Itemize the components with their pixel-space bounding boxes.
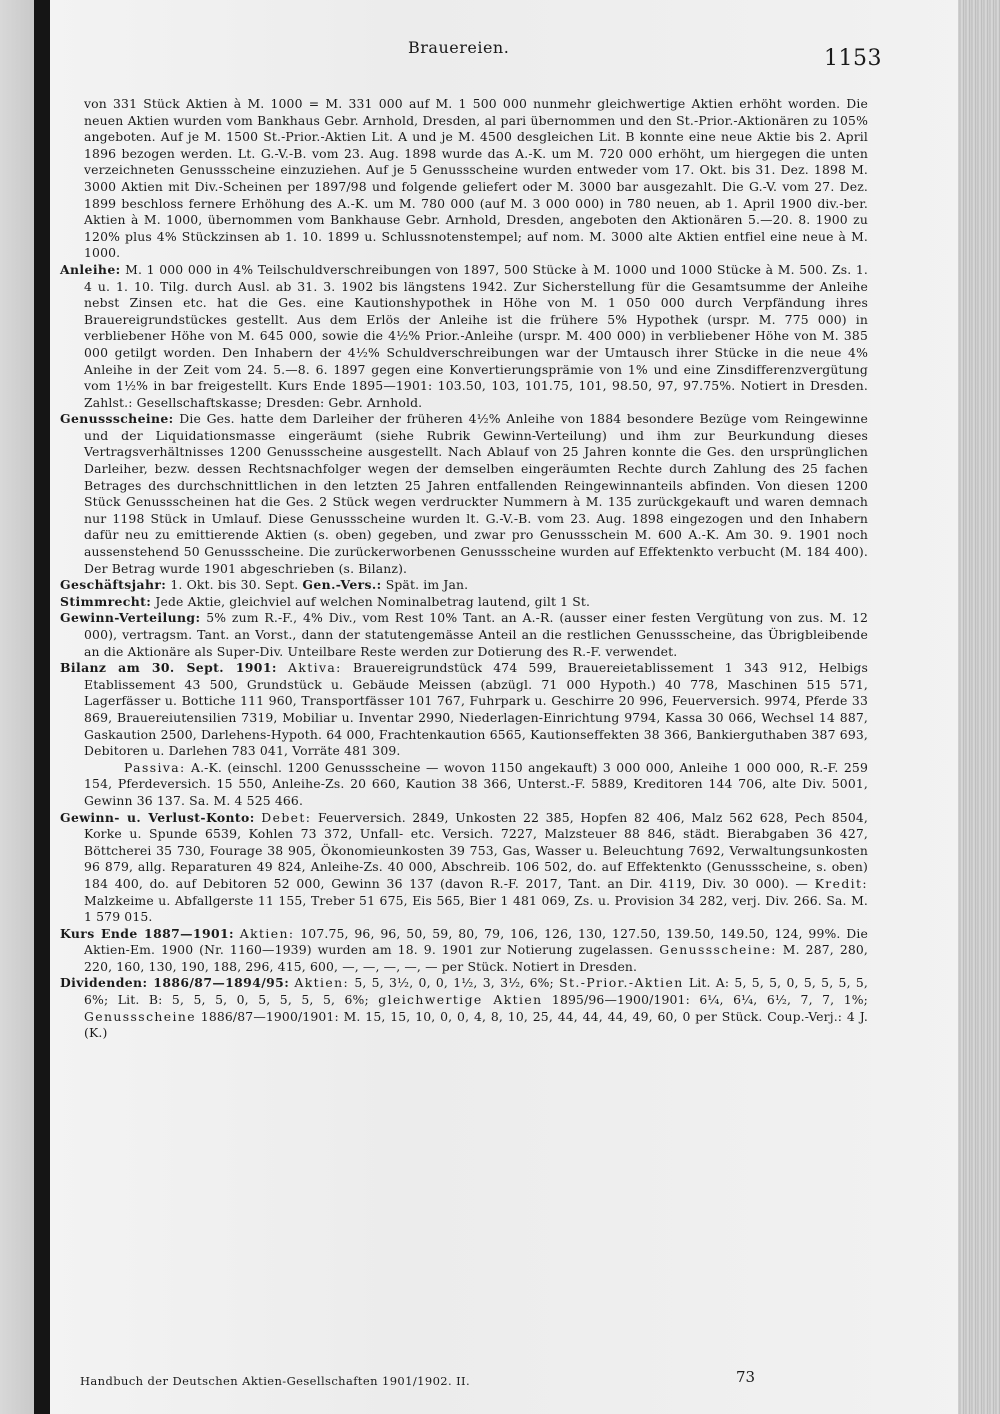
page-number: 1153 [824,46,882,71]
section-text: 5% zum R.-F., 4% Div., vom Rest 10% Tant. an A.-R. (ausser einer festen Vergütung von zus. M. 12 000), vertragsm. Tant. an Vorst., dann der statutengemässe Anteil an die restlichen Genussscheine, das Übrigbleibende an die Aktionäre als Super-Div. Unteilbare Reste werden zur Dotierung des R.-F. verwendet. [84,610,868,659]
gen-vers-label: Gen.-Vers.: [302,577,382,593]
debet-label: Debet: [261,809,312,825]
div-aktien-label: Aktien: [294,975,350,991]
kurs-genuss-label: Genussscheine: [659,942,777,958]
section-text: M. 1 000 000 in 4% Teilschuldverschreibungen von 1897, 500 Stücke à M. 1000 und 1000 Stücke à M. 500. Zs. 1. 4 u. 1. 10. Tilg. durch Ausl. ab 31. 3. 1902 bis längstens 1942. Zur Sicherstellung für die Gesamtsumme der Anleihe nebst Zinsen etc. hat die Ges. eine Kautionshypothek in Höhe von M. 1 050 000 durch Verpfändung ihres Brauereigrundstückes gestellt. Aus dem Erlös der Anleihe ist die frühere 5% Hypothek (urspr. M. 775 000) in verbliebener Höhe von M. 645 000, sowie die 4½% Prior.-Anleihe (urspr. M. 400 000) in verbliebener Höhe von M. 385 000 getilgt worden. Den Inhabern der 4½% Schuldverschreibungen war der Umtausch ihrer Stücke in die neue 4% Anleihe in der Zeit vom 24. 5.—8. 6. 1897 gegen eine Konvertierungsprämie von 1% und eine Zinsdifferenzvergütung vom 1½% in bar freigestellt. Kurs Ende 1895—1901: 103.50, 103, 101.75, 101, 98.50, 97, 97.75%. Notiert in Dresden. Zahlst.: Gesellschaftskasse; Dresden: Gebr. Arnhold. [84,261,868,410]
book-binding-shadow [34,0,50,1414]
div-prior-label: St.-Prior.-Aktien [559,975,684,991]
footer-publication: Handbuch der Deutschen Aktien-Gesellschaften 1901/1902. II. [80,1374,471,1388]
kredit-text: Malzkeime u. Abfallgerste 11 155, Treber 51 675, Eis 565, Bier 1 481 069, Zs. u. Provision 34 282, verj. Div. 266. Sa. M. 1 579 015. [84,892,868,925]
body-text [60,96,868,1042]
adjacent-page-strip [0,0,34,1414]
section-label: Gewinn- u. Verlust-Konto: [60,809,255,825]
section-text: Die Ges. hatte dem Darleiher der früheren 4½% Anleihe von 1884 besondere Bezüge vom Reingewinne und der Liquidationsmasse eingeräumt (siehe Rubrik Gewinn-Verteilung) und ihm zur Beurkundung dieses Vertragsverhältnisses 1200 Genussscheine ausgestellt. Nach Ablauf von 25 Jahren konnte die Ges. den ursprünglichen Darleiher, bezw. dessen Rechtsnachfolger wegen der demselben eingeräumten Rechte durch Zahlung des 25 fachen Betrages des durchschnittlichen in den letzten 25 Jahren entfallenden Reingewinnanteils abfinden. Von diesen 1200 Stück Genussscheinen hat die Ges. 2 Stück wegen verdruckter Nummern à M. 135 zurückgekauft und waren demnach nur 1198 Stück in Umlauf. Diese Genussscheine wurden lt. G.-V.-B. vom 23. Aug. 1898 eingezogen und den Inhabern dafür neu zu emittierende Aktien (s. oben) gegeben, und zwar pro Genussschein M. 600 A.-K. Am 30. 9. 1901 noch aussenstehend 50 Genussscheine. Die zurückerworbenen Genussscheine wurden auf Effektenkto verbucht (M. 184 400). Der Betrag wurde 1901 abgeschrieben (s. Bilanz). [84,411,868,576]
section-stimmrecht [60,594,868,611]
kredit-label: Kredit: [814,875,868,891]
section-label: Bilanz am 30. Sept. 1901: [60,660,277,676]
gen-vers-text: Spät. im Jan. [385,577,469,593]
section-label: Genussscheine: [60,411,174,427]
div-gleich-label: gleichwertige Aktien [378,992,543,1008]
page-edge-shadow [958,0,1000,1414]
section-bilanz [60,660,868,760]
footer-signature-number: 73 [736,1368,756,1386]
section-geschaeftsjahr [60,577,868,594]
kurs-aktien-text: 107.75, 96, 96, 50, 59, 80, 79, 106, 126, 130, 127.50, 139.50, 149.50, 124, 99%. Die Aktien-Em. 1900 (Nr. 1160—1939) wurden am 18. 9. 1901 zur Notierung zugelassen. [84,925,868,958]
section-guv [60,810,868,926]
intro-paragraph: von 331 Stück Aktien à M. 1000 = M. 331 000 auf M. 1 500 000 nunmehr gleichwertige Aktien erhöht worden. Die neuen Aktien wurden vom Bankhaus Gebr. Arnhold, Dresden, al pari übernommen und den St.-Prior.-Aktionären zu 105% angeboten. Auf je M. 1500 St.-Prior.-Aktien Lit. A und je M. 4500 desgleichen Lit. B konnte eine neue Aktie bis 2. April 1896 bezogen werden. Lt. G.-V.-B. vom 23. Aug. 1898 wurde das A.-K. um M. 720 000 erhöht, um hiergegen die unten verzeichneten Genussscheine einzuziehen. Auf je 5 Genussscheine wurden entweder vom 17. Okt. bis 31. Dez. 1898 M. 3000 Aktien mit Div.-Scheinen per 1897/98 und folgende geliefert oder M. 3000 bar ausgezahlt. Die G.-V. vom 27. Dez. 1899 beschloss fernere Erhöhung des A.-K. um M. 780 000 (auf M. 3 000 000) in 780 neuen, ab 1. April 1900 div.-ber. Aktien à M. 1000, übernommen vom Bankhause Gebr. Arnhold, Dresden, angeboten den Aktionären 5.—20. 8. 1900 zu 120% plus 4% Stückzinsen ab 1. 10. 1899 u. Schlussnotenstempel; auf nom. M. 3000 alte Aktien entfiel eine neue à M. 1000. [84,96,868,261]
section-kurs [60,926,868,976]
section-gewinn-verteilung [60,610,868,660]
passiva-label: Passiva: [124,759,186,775]
aktiva-label: Aktiva: [288,660,342,676]
section-label: Stimmrecht: [60,593,152,609]
section-label: Gewinn-Verteilung: [60,610,201,626]
div-prior-text: Lit. A: 5, 5, 5, 0, 5, 5, 5, 5, 6%; Lit. B: 5, 5, 5, 0, 5, 5, 5, 5, 6%; [84,975,869,1008]
section-label: Dividenden: 1886/87—1894/95: [60,975,290,991]
section-bilanz-passiva [60,760,868,810]
kurs-aktien-label: Aktien: [239,925,295,941]
div-genuss-label: Genussscheine [84,1008,196,1024]
running-header-title: Brauereien. [408,38,510,57]
div-genuss-text: 1886/87—1900/1901: M. 15, 15, 10, 0, 0, 4, 8, 10, 25, 44, 44, 44, 49, 60, 0 per Stück. Coup.-Verj.: 4 J. (K.) [84,1008,868,1041]
passiva-text: A.-K. (einschl. 1200 Genussscheine — wovon 1150 angekauft) 3 000 000, Anleihe 1 000 000, R.-F. 259 154, Pferdeversich. 15 550, Anleihe-Zs. 20 660, Kaution 38 366, Unterst.-F. 5889, Kreditoren 144 706, alte Div. 5001, Gewinn 36 137. Sa. M. 4 525 466. [84,759,868,808]
section-text: 1. Okt. bis 30. Sept. [170,577,299,593]
section-text: Jede Aktie, gleichviel auf welchen Nominalbetrag lautend, gilt 1 St. [155,593,591,609]
section-label: Geschäftsjahr: [60,577,167,593]
aktiva-text: Brauereigrundstück 474 599, Brauereietablissement 1 343 912, Helbigs Etablissement 43 500, Grundstück u. Gebäude Meissen (abzügl. 71 000 Hypoth.) 40 778, Maschinen 515 571, Lagerfässer u. Bottiche 111 960, Transportfässer 101 767, Fuhrpark u. Geschirre 20 996, Feuerversich. 9974, Pferde 33 869, Brauereiutensilien 7319, Mobiliar u. Inventar 2990, Niederlagen-Einrichtung 9794, Kassa 30 066, Wechsel 14 887, Gaskaution 2500, Darlehens-Hypoth. 64 000, Frachtenkaution 6565, Kautionseffekten 38 366, Bankierguthaben 387 693, Debitoren u. Darlehen 783 041, Vorräte 481 309. [84,660,868,759]
section-genussscheine [60,411,868,577]
section-label: Kurs Ende 1887—1901: [60,925,234,941]
section-label: Anleihe: [60,261,121,277]
section-anleihe [60,262,868,411]
kurs-genuss-text: M. 287, 280, 220, 160, 130, 190, 188, 296, 415, 600, —, —, —, —, — per Stück. Notiert in Dresden. [84,942,869,974]
div-aktien-text: 5, 5, 3½, 0, 0, 1½, 3, 3½, 6%; [354,975,554,991]
div-gleich-text: 1895/96—1900/1901: 6¼, 6¼, 6½, 7, 7, 1%; [551,992,868,1008]
section-dividenden [60,975,868,1041]
debet-text: Feuerversich. 2849, Unkosten 22 385, Hopfen 82 406, Malz 562 628, Pech 8504, Korke u. Spunde 6539, Kohlen 73 372, Unfall- etc. Versich. 7227, Malzsteuer 88 846, städt. Bierabgaben 36 427, Böttcherei 35 730, Fourage 38 905, Ökonomieunkosten 39 753, Gas, Wasser u. Beleuchtung 7692, Verwaltungsunkosten 96 879, allg. Reparaturen 49 824, Anleihe-Zs. 40 000, Abschreib. 106 502, do. auf Effektenkto (Genussscheine, s. oben) 184 400, do. auf Debitoren 52 000, Gewinn 36 137 (davon R.-F. 2017, Tant. an Dir. 4119, Div. 30 000). — [84,809,868,891]
